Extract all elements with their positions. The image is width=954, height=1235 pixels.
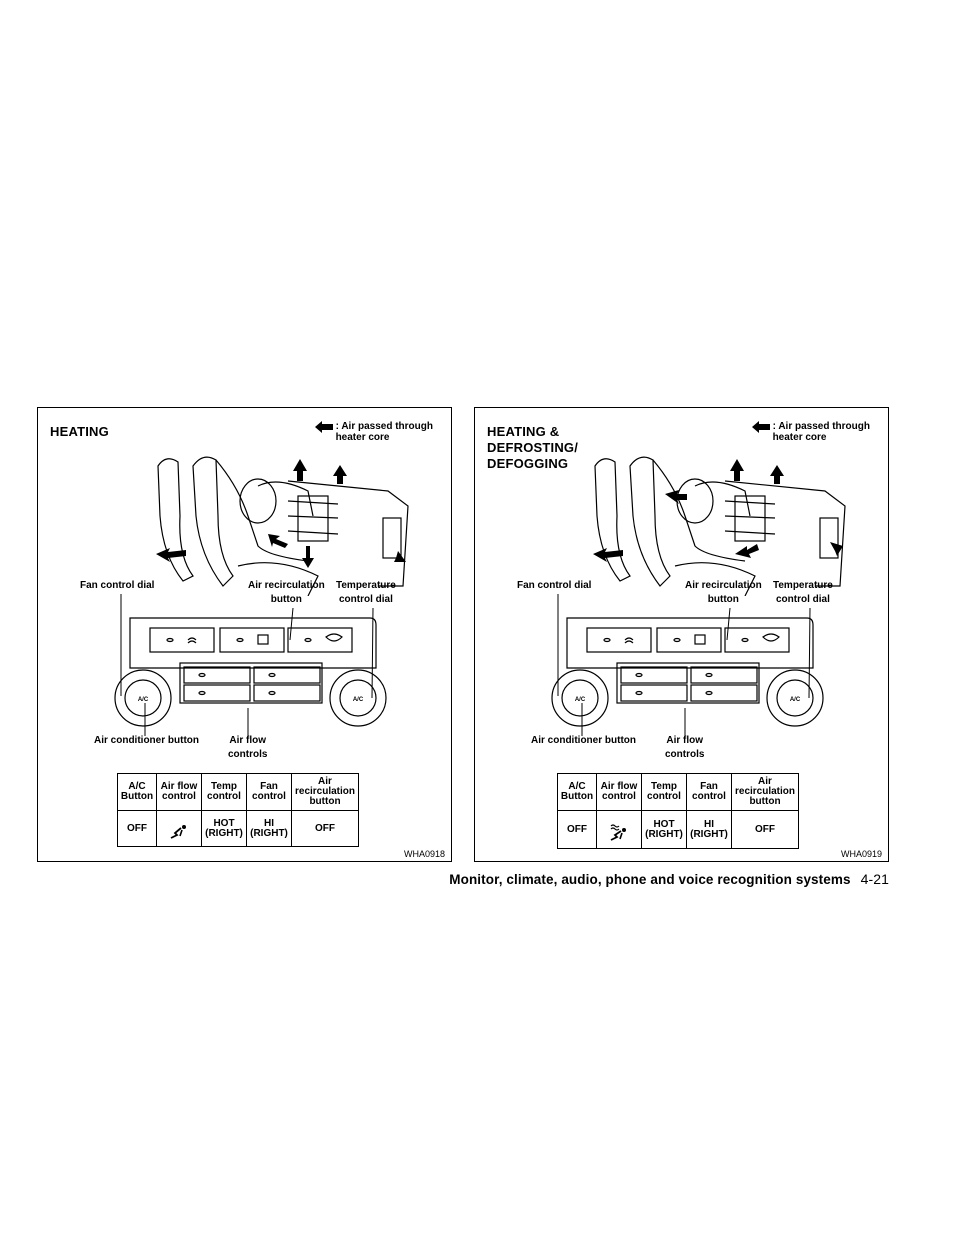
table-cell: OFF <box>558 811 597 849</box>
table-row <box>558 811 799 849</box>
legend-text: : Air passed through heater core <box>772 421 870 443</box>
fan-control-dial-label: Fan control dial <box>80 580 155 591</box>
table-header-cell: Air flow control <box>157 774 202 811</box>
air-arrow-icon <box>315 421 333 433</box>
table-cell: OFF <box>732 811 799 849</box>
foot-vent-icon <box>169 824 189 840</box>
page-number: 4-21 <box>860 871 889 887</box>
air-flow-controls-label: Air flow controls <box>665 735 705 760</box>
settings-table <box>557 773 799 849</box>
table-header-cell: Air flow control <box>597 774 642 811</box>
table-header-cell: Fan control <box>247 774 292 811</box>
legend-text: : Air passed through heater core <box>335 421 433 443</box>
ac-dial-label: A/C <box>137 697 149 703</box>
table-header-cell: A/C Button <box>558 774 597 811</box>
table-cell: HI (RIGHT) <box>687 811 732 849</box>
panel-title: HEATING <box>50 424 109 439</box>
temperature-control-dial-label: Temperature control dial <box>336 580 396 605</box>
air-recirculation-button-label: Air recirculation button <box>248 580 325 605</box>
heating-defrosting-figure-panel <box>474 407 889 862</box>
air-flow-controls-label: Air flow controls <box>228 735 268 760</box>
table-row <box>118 811 359 847</box>
heating-figure-panel <box>37 407 452 862</box>
table-cell: HI (RIGHT) <box>247 811 292 847</box>
climate-control-panel-illustration <box>108 613 398 753</box>
table-header-cell: A/C Button <box>118 774 157 811</box>
air-conditioner-button-label: Air conditioner button <box>531 735 636 746</box>
table-cell: OFF <box>118 811 157 847</box>
table-cell <box>597 811 642 849</box>
table-header-cell: Air recirculation button <box>732 774 799 811</box>
figure-id: WHA0919 <box>840 849 882 859</box>
table-header-cell: Fan control <box>687 774 732 811</box>
cabin-airflow-illustration <box>575 446 855 596</box>
climate-control-panel-illustration <box>545 613 835 753</box>
table-cell <box>157 811 202 847</box>
cabin-airflow-illustration <box>138 446 418 596</box>
ac-dial-label: A/C <box>574 697 586 703</box>
table-header-cell: Temp control <box>642 774 687 811</box>
panel-title: HEATING & DEFROSTING/ DEFOGGING <box>487 424 579 471</box>
table-header-cell: Temp control <box>202 774 247 811</box>
air-recirculation-button-label: Air recirculation button <box>685 580 762 605</box>
air-conditioner-button-label: Air conditioner button <box>94 735 199 746</box>
air-legend <box>315 421 433 443</box>
page-footer <box>0 871 889 887</box>
ac-dial-label-right: A/C <box>789 697 801 703</box>
temperature-control-dial-label: Temperature control dial <box>773 580 833 605</box>
defrost-foot-vent-icon <box>608 824 630 842</box>
section-title: Monitor, climate, audio, phone and voice recognition systems <box>449 872 851 887</box>
table-cell: HOT (RIGHT) <box>202 811 247 847</box>
table-header-row <box>118 774 359 811</box>
fan-control-dial-label: Fan control dial <box>517 580 592 591</box>
table-cell: OFF <box>292 811 359 847</box>
air-legend <box>752 421 870 443</box>
table-cell: HOT (RIGHT) <box>642 811 687 849</box>
table-header-row <box>558 774 799 811</box>
table-header-cell: Air recirculation button <box>292 774 359 811</box>
ac-dial-label-right: A/C <box>352 697 364 703</box>
air-arrow-icon <box>752 421 770 433</box>
figure-id: WHA0918 <box>403 849 445 859</box>
settings-table <box>117 773 359 847</box>
